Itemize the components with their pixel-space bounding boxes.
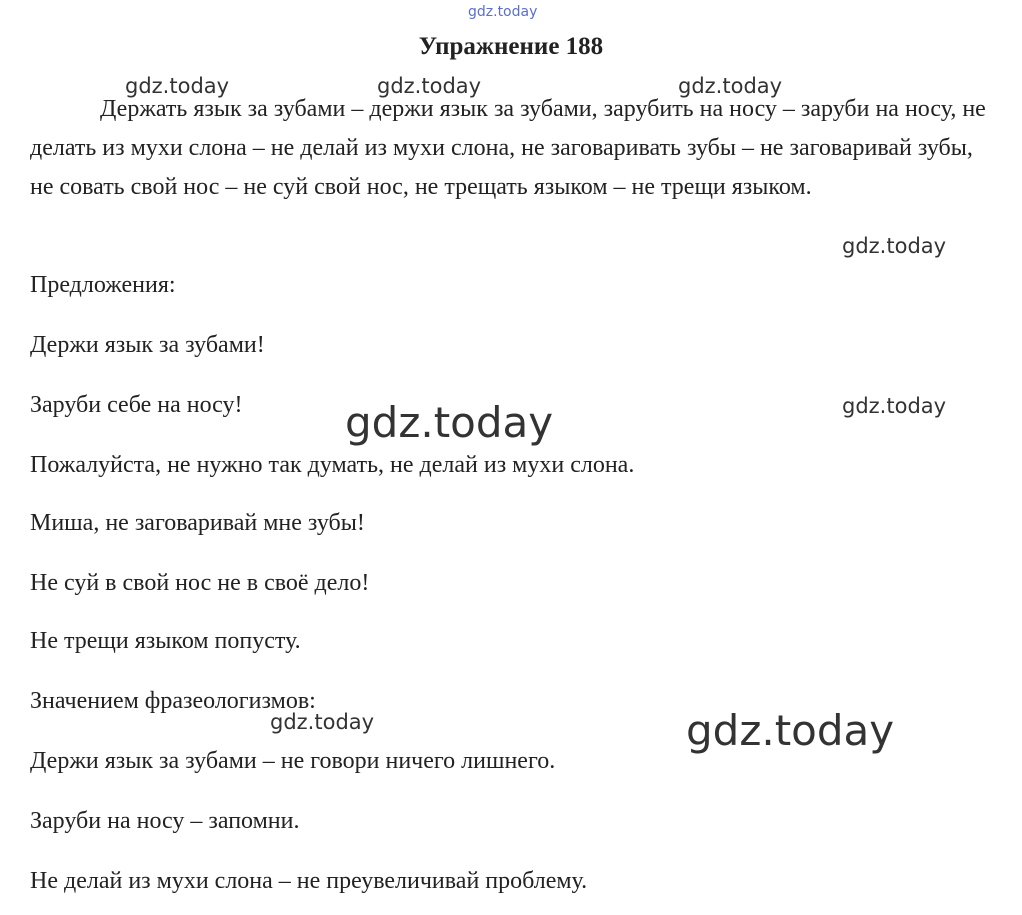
sentence-line: Не трещи языком попусту. (30, 628, 301, 654)
sentences-heading: Предложения: (30, 272, 176, 298)
watermark: gdz.today (345, 398, 554, 447)
meanings-heading: Значением фразеологизмов: (30, 688, 316, 714)
watermark: gdz.today (377, 74, 482, 98)
exercise-paragraph (30, 90, 1002, 207)
watermark: gdz.today (125, 74, 230, 98)
sentence-line: Не суй в свой нос не в своё дело! (30, 570, 370, 596)
meaning-line: Заруби на носу – запомни. (30, 808, 300, 834)
watermark: gdz.today (842, 394, 947, 418)
sentence-line: Заруби себе на носу! (30, 392, 243, 418)
sentence-line: Миша, не заговаривай мне зубы! (30, 510, 365, 536)
watermark: gdz.today (270, 710, 375, 734)
watermark: gdz.today (686, 706, 895, 755)
exercise-title: Упражнение 188 (418, 33, 604, 60)
watermark: gdz.today (678, 74, 783, 98)
meaning-line: Держи язык за зубами – не говори ничего лишнего. (30, 748, 556, 774)
watermark: gdz.today (842, 234, 947, 258)
meaning-line: Не делай из мухи слона – не преувеличивай проблему. (30, 868, 588, 894)
sentence-line: Пожалуйста, не нужно так думать, не делай из мухи слона. (30, 452, 635, 478)
header-watermark: gdz.today (468, 4, 538, 20)
sentence-line: Держи язык за зубами! (30, 332, 265, 358)
paragraph-text: Держать язык за зубами – держи язык за зубами, зарубить на носу – заруби на носу, не делать из мухи слона – не делай из мухи слона, не заговаривать зубы – не заговаривай зубы, не совать свой нос – не суй свой нос, не трещать языком – не трещи языком. (30, 96, 986, 200)
